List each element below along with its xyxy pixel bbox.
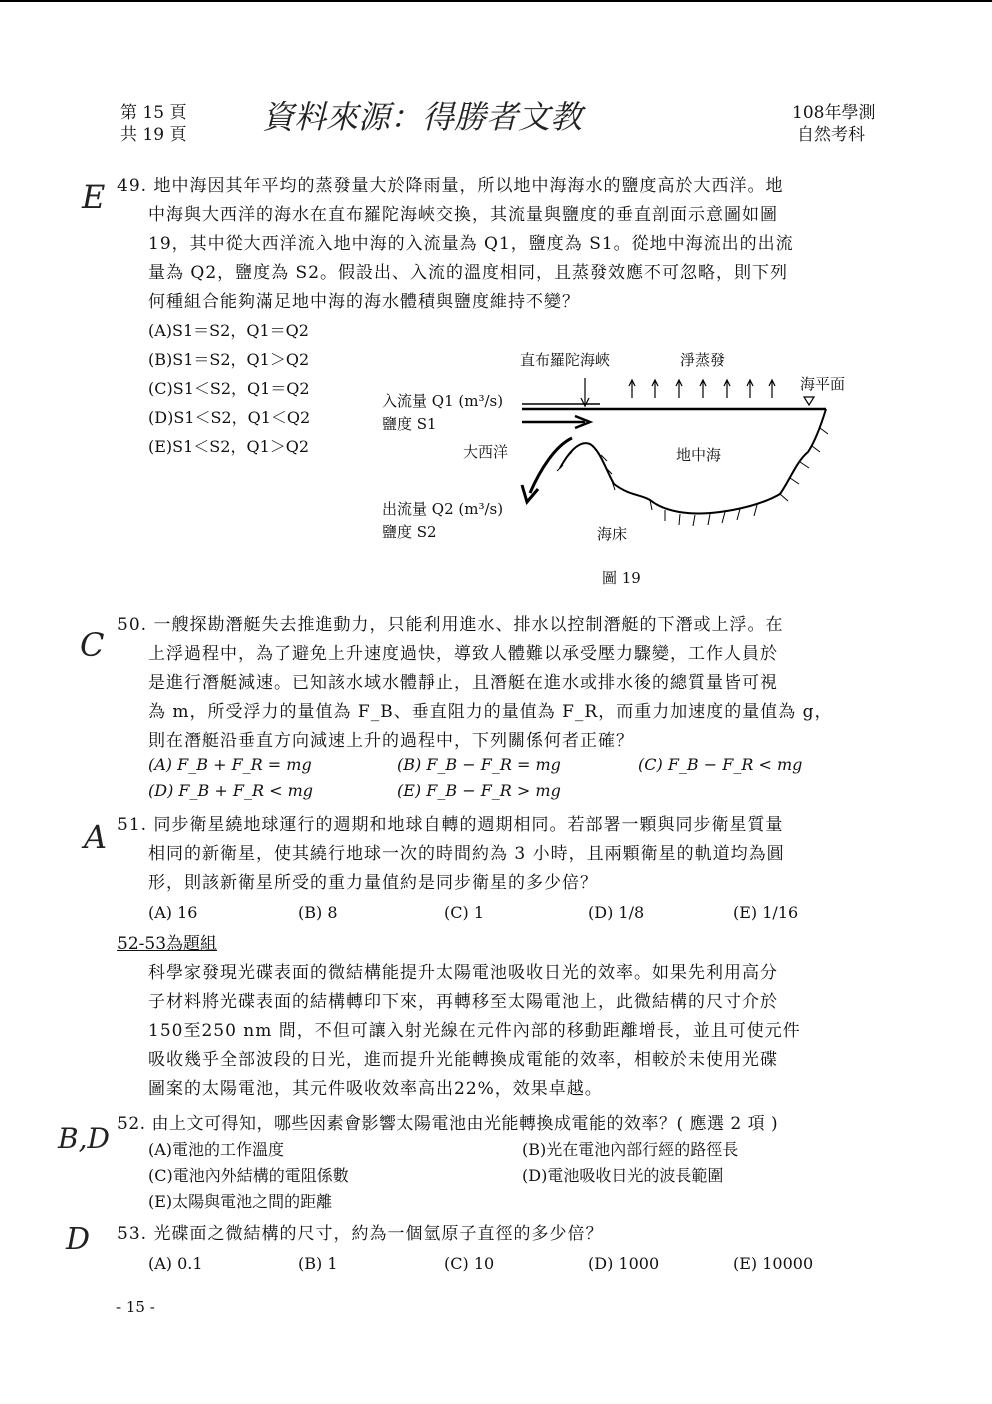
- label-gibraltar-strait: 直布羅陀海峽: [520, 351, 611, 369]
- question-49-line-4: 量為 Q2，鹽度為 S2。假設出、入流的溫度相同，且蒸發效應不可忽略，則下列: [148, 263, 789, 283]
- question-50-line-5: 則在潛艇沿垂直方向減速上升的過程中，下列關係何者正確？: [148, 731, 634, 751]
- option-53-e: (E) 10000: [733, 1254, 814, 1273]
- question-51-line-3: 形，則該新衛星所受的重力量值約是同步衛星的多少倍？: [148, 873, 598, 893]
- option-53-d: (D) 1000: [588, 1254, 660, 1273]
- label-outflow: 出流量 Q2 (m³/s): [382, 500, 504, 518]
- page-total: 共 19 頁: [120, 125, 187, 145]
- question-50-line-1: 50. 一艘探勘潛艇失去推進動力，只能利用進水、排水以控制潛艇的下潛或上浮。在: [117, 615, 784, 635]
- seabed-hatching: [557, 428, 828, 526]
- passage-line-2: 子材料將光碟表面的結構轉印下來，再轉移至太陽電池上，此微結構的尺寸介於: [148, 992, 778, 1012]
- handwritten-source: 資料來源：得勝者文教: [262, 98, 583, 136]
- option-50-c: (C) F_B − F_R < mg: [638, 755, 803, 774]
- option-51-e: (E) 1/16: [733, 903, 799, 922]
- exam-year: 108年學測: [792, 103, 876, 123]
- option-49-b: (B)S1＝S2，Q1＞Q2: [148, 350, 310, 369]
- answer-mark-50: C: [80, 626, 105, 664]
- option-53-b: (B) 1: [298, 1254, 338, 1273]
- option-49-a: (A)S1＝S2，Q1＝Q2: [148, 321, 309, 340]
- option-50-e: (E) F_B − F_R > mg: [397, 781, 561, 800]
- question-51-line-1: 51. 同步衛星繞地球運行的週期和地球自轉的週期相同。若部署一顆與同步衛星質量: [117, 815, 784, 835]
- question-50-line-4: 為 m，所受浮力的量值為 F_B、垂直阻力的量值為 F_R，而重力加速度的量值為 g，: [148, 702, 833, 722]
- label-inflow: 入流量 Q1 (m³/s): [382, 392, 504, 410]
- outflow-arrow: [530, 438, 572, 493]
- question-49-line-1: 49. 地中海因其年平均的蒸發量大於降雨量，所以地中海海水的鹽度高於大西洋。地: [117, 176, 784, 196]
- label-atlantic: 大西洋: [463, 443, 509, 461]
- passage-line-3: 150至250 nm 間，不但可讓入射光線在元件內部的移動距離增長，並且可使元件: [148, 1021, 801, 1041]
- footer-page-number: - 15 -: [116, 1298, 155, 1316]
- option-51-d: (D) 1/8: [588, 903, 645, 922]
- figure-caption: 圖 19: [602, 569, 641, 587]
- exam-subject: 自然考科: [797, 125, 865, 145]
- answer-mark-49: E: [82, 178, 106, 216]
- option-50-a: (A) F_B + F_R = mg: [148, 755, 312, 774]
- option-50-d: (D) F_B + F_R < mg: [148, 781, 313, 800]
- option-51-b: (B) 8: [298, 903, 338, 922]
- answer-mark-53: D: [66, 1222, 91, 1257]
- label-seabed: 海床: [597, 525, 628, 543]
- label-sea-level: 海平面: [800, 375, 846, 393]
- option-52-d: (D)電池吸收日光的波長範圍: [522, 1166, 724, 1185]
- sea-level-marker: [804, 397, 814, 405]
- option-53-a: (A) 0.1: [148, 1254, 203, 1273]
- label-mediterranean: 地中海: [676, 446, 722, 464]
- passage-line-5: 圖案的太陽電池，其元件吸收效率高出22%，效果卓越。: [148, 1079, 603, 1099]
- option-52-c: (C)電池內外結構的電阻係數: [148, 1166, 349, 1185]
- answer-mark-52: B,D: [58, 1122, 110, 1155]
- option-49-e: (E)S1＜S2，Q1＞Q2: [148, 437, 310, 456]
- question-50-line-3: 是進行潛艇減速。已知該水域水體靜止，且潛艇在進水或排水後的總質量皆可視: [148, 673, 778, 693]
- option-52-b: (B)光在電池內部行經的路徑長: [522, 1140, 739, 1159]
- option-49-c: (C)S1＜S2，Q1＝Q2: [148, 379, 310, 398]
- answer-mark-51: A: [84, 818, 108, 856]
- option-52-e: (E)太陽與電池之間的距離: [148, 1192, 333, 1211]
- page-number: 第 15 頁: [120, 103, 187, 123]
- question-53-text: 53. 光碟面之微結構的尺寸，約為一個氫原子直徑的多少倍？: [117, 1224, 604, 1244]
- option-52-a: (A)電池的工作溫度: [148, 1140, 285, 1159]
- label-inflow-salinity: 鹽度 S1: [382, 415, 437, 433]
- question-50-line-2: 上浮過程中，為了避免上升速度過快，導致人體難以承受壓力驟變，工作人員於: [148, 644, 778, 664]
- option-50-b: (B) F_B − F_R = mg: [397, 755, 561, 774]
- question-49-line-5: 何種組合能夠滿足地中海的海水體積與鹽度維持不變？: [148, 292, 580, 312]
- question-49-line-3: 19，其中從大西洋流入地中海的入流量為 Q1，鹽度為 S1。從地中海流出的出流: [148, 234, 794, 254]
- option-49-d: (D)S1＜S2，Q1＜Q2: [148, 408, 311, 427]
- group-title: 52-53為題組: [117, 934, 218, 954]
- evaporation-arrows: [629, 380, 775, 398]
- passage-line-4: 吸收幾乎全部波段的日光，進而提升光能轉換成電能的效率，相較於未使用光碟: [148, 1050, 778, 1070]
- question-51-line-2: 相同的新衛星，使其繞行地球一次的時間約為 3 小時，且兩顆衛星的軌道均為圓: [148, 844, 785, 864]
- option-51-a: (A) 16: [148, 903, 198, 922]
- question-49-line-2: 中海與大西洋的海水在直布羅陀海峽交換，其流量與鹽度的垂直剖面示意圖如圖: [148, 205, 778, 225]
- passage-line-1: 科學家發現光碟表面的微結構能提升太陽電池吸收日光的效率。如果先利用高分: [148, 963, 778, 983]
- label-outflow-salinity: 鹽度 S2: [382, 523, 437, 541]
- label-net-evaporation: 淨蒸發: [680, 351, 726, 369]
- option-53-c: (C) 10: [444, 1254, 495, 1273]
- option-51-c: (C) 1: [444, 903, 484, 922]
- question-52-text: 52. 由上文可得知，哪些因素會影響太陽電池由光能轉換成電能的效率？( 應選 2 項 ): [117, 1114, 779, 1134]
